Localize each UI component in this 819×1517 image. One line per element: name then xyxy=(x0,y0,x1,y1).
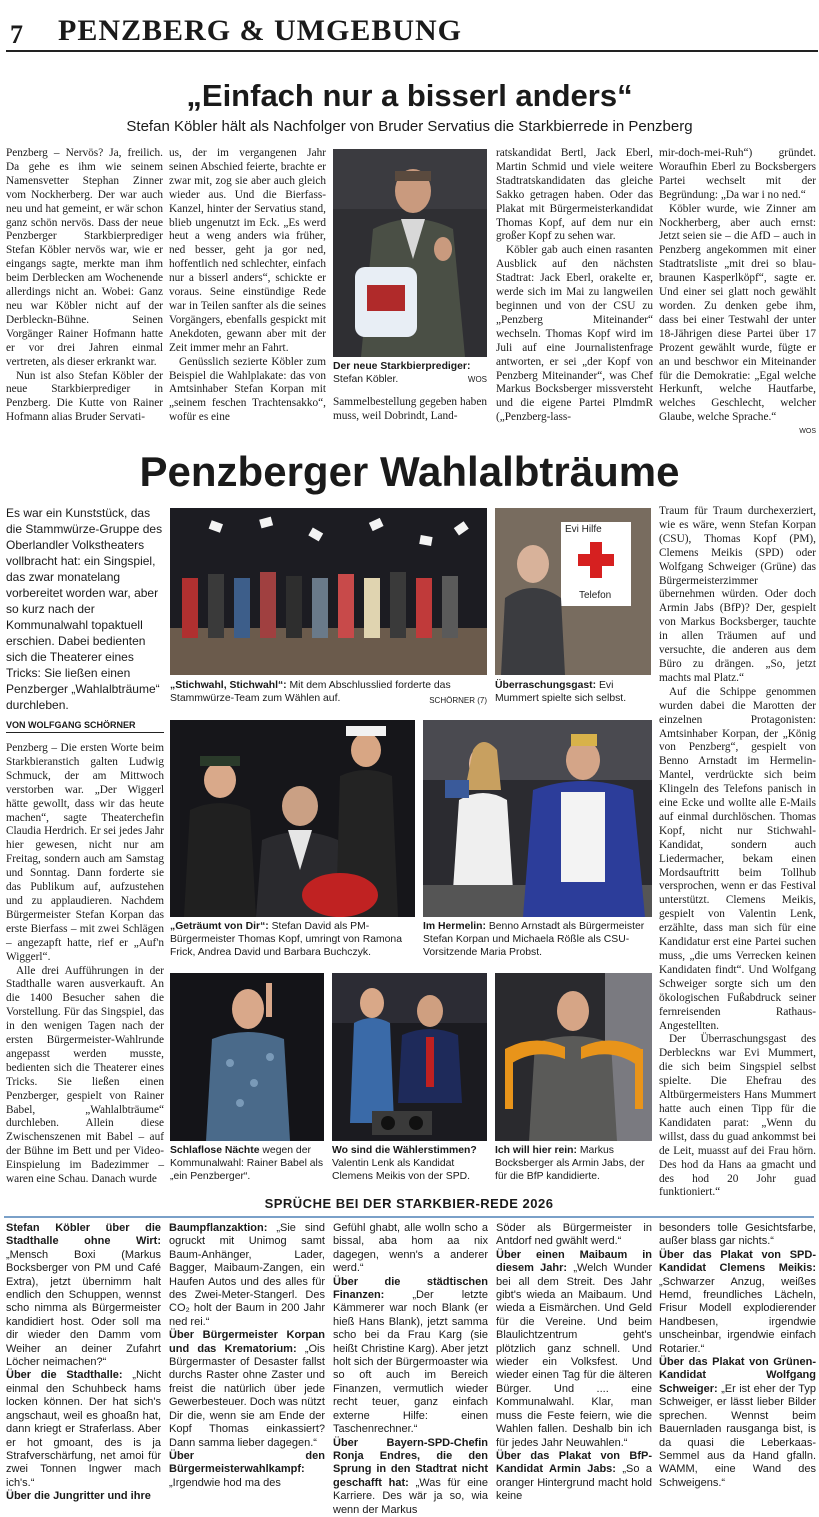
quote-text: „Mensch Boxi (Markus Bocksberger von PM und Café Extra), jetzt übernimm halt endlich den Schuppen, wennst scho nimma als Bürgermeister kandidiert host. Oder soll ma dir wieder den Damm vom Weiher an deiner Zufahrt Löcher neimachen?“ xyxy=(6,1248,161,1369)
paragraph: Penzberg – Die ersten Worte beim Starkbieranstich galten Ludwig Schmuck, der am Mittwoch verstorben war. „Der Wiggerl hätte gewollt, dass wir das heute machen“, sagte Theaterchefin Claudia Herdrich. Er sei jedes Jahr hier gewesen, nicht nur am Freitag, sondern auch am Samstag und Sonntag. Dann forderte sie das Publikum auf, aufzustehen und zu applaudieren. Nachdem Bürgermeister Stefan Korpan das erste Bierfass – mit zwei Schlägen – angezapft hatte, rief er „Auf'n Wiggerl“. xyxy=(6,742,164,963)
paragraph: mir-doch-mei-Ruh“) gründet. Woraufhin Eberl zu Bocksbergers Partei wechselt mit der Begründung: „Da war i no ned.“ xyxy=(659,147,816,201)
paragraph: us, der im vergangenen Jahr seinen Abschied feierte, brachte er zwar mit, zog sie aber auch gleich wieder aus. Und die Bierfass-Kanzel, hinter der Servatius stand, blieb ungenutzt im Eck. „Es werd heut a weng anders wia früher, ned besser, geht ja gor ned, hoffentlich ned schlechter, einfach nur a bisserl anders“, schickte er voraus. Seine einstündige Rede war in Teilen sanfter als die seines Vorgängers, ebenfalls gespickt mit Anekdoten, gewann aber mit der Zeit immer mehr an Fahrt. xyxy=(169,147,326,354)
quote-entry xyxy=(496,1450,652,1504)
sprueche-col3 xyxy=(333,1222,488,1516)
sign-text: Telefon xyxy=(579,590,612,601)
caption-bold: Im Hermelin: xyxy=(423,921,486,932)
quote-topic: Über die städtischen Finanzen: xyxy=(333,1275,488,1302)
photo-credit: WOS xyxy=(467,375,487,384)
article1-col2 xyxy=(169,147,326,437)
sprueche-col1 xyxy=(6,1222,162,1503)
quote-entry xyxy=(6,1222,161,1369)
quote-text: „So a oranger Hintergrund macht hold keine xyxy=(496,1463,653,1503)
quote-entry xyxy=(169,1222,325,1329)
sprueche-col2 xyxy=(169,1222,325,1500)
quote-entry xyxy=(659,1249,816,1356)
quote-entry xyxy=(169,1329,325,1450)
article1-col4 xyxy=(496,147,653,437)
quote-topic: Stefan Köbler über die Stadthalle ohne Wirt: xyxy=(6,1222,161,1248)
quote-topic: Über das Plakat von SPD-Kandidat Clemens Meikis: xyxy=(659,1248,816,1275)
quote-text: besonders tolle Gesichtsfarbe, außer blass gar nichts.“ xyxy=(659,1222,816,1248)
photo-lenk xyxy=(332,973,487,1141)
photo-credit: SCHÖRNER (7) xyxy=(429,696,487,705)
quote-text: „Sie sind ogruckt mit Unimog samt Baum-Anhänger, Lader, Bagger, Maibaum-Zangen, ein Haufen Autos und des alles für des Zwei-Meter-Stangerl. Des CO₂ holt der Baum in 200 Jahr ned rei.“ xyxy=(169,1222,326,1328)
caption-bold: „Geträumt von Dir“: xyxy=(170,921,269,932)
quote-text: „Welch Wunder bei all dem Streit. Des Jahr gibt's wieda an Maibaum. Und wieda a Eismärchen. Und Geld für die Vereine. Und beim Blaulichtzentrum geht's plötzlich ganz schnell. Und wieder ein Volksfest. Und wieder einen Tag für die älteren Bürger. Und .... eine Kommunalwahl. Klar, man muss die Feste feiern, wie die Wahlen fallen. Deshalb bin ich für jedes Jahr Neuwahlen.“ xyxy=(496,1262,652,1449)
quote-entry xyxy=(6,1490,161,1503)
quote-topic: Über Bürgermeister Korpan und das Krematorium: xyxy=(169,1329,325,1355)
article2-col-right xyxy=(659,505,816,1199)
quote-entry xyxy=(333,1437,488,1517)
article1-col3-tail: Sammelbestellung gegeben haben muss, weil Dobrindt, Land- xyxy=(333,396,487,422)
sprueche-title: SPRÜCHE BEI DER STARKBIER-REDE 2026 xyxy=(264,1196,554,1211)
paragraph: Köbler gab auch einen rasanten Ausblick auf den nächsten Stadtrat: Jack Eberl, orakelte er, werde sich im Mai zu langweilen beginnen und von der CSU zu „Penzberg Miteinander“ wechseln. Thomas Kopf wird im Juli auf eine Journalistenfrage antworten, er sei „der Kopf von Penzberg Miteinander“, was Chef Markus Bocksberger missversteht und die eigene Partei PlmdmR („Penzberg-lass- xyxy=(496,244,653,424)
caption-text: Evi Mummert spielte sich selbst. xyxy=(495,680,627,704)
quote-topic: Über das Plakat von BfP-Kandidat Armin Jabs: xyxy=(496,1449,652,1476)
quote-text: „Irgendwie hod ma des xyxy=(169,1476,281,1489)
article2-col1 xyxy=(6,742,164,1185)
quote-text: Söder als Bürgermeister in Antdorf ned gwählt werd.“ xyxy=(496,1222,652,1248)
paragraph: Köbler wurde, wie Zinner am Nockherberg, aber auch ernst: Jetzt seien sie – die AfD – auch in Penzberg angekommen mit einer Stadtratsliste „mit drei so blau-braunen Kasperlköpf“, sagte er. Und einer sei glatt noch gewählt worden. Zu denken gebe ihm, dass bei einer Testwahl der unter 18-Jährigen diese Partei über 17 Prozent gewählt wurde, fügte er an und beschwor ein Miteinander für die Demokratie: „Egal welche Herkunft, welche Hautfarbe, welches Geschlecht, welcher Glaube, welche Sprache.“ xyxy=(659,202,816,424)
caption-bold: Der neue Starkbierprediger: xyxy=(333,361,471,372)
article2-lead: Es war ein Kunststück, das die Stammwürze-Gruppe des Oberlandler Volkstheaters vollbracht hat: ein Singspiel, das zwar monatelang vorbereitet worden war, aber so kurz nach der Kommunalwahl topaktuell erschien. Dabei bedienten sich die Theaterer eines Tricks: Sie ließen einen Penzberger „Wahlalbträume“ durchleben. xyxy=(6,506,163,712)
caption-text: Stefan Köbler. xyxy=(333,374,399,385)
caption-text: Stefan David als PM-Bürgermeister Thomas Kopf, umringt von Ramona Frick, Andrea David und Barbara Buchczyk. xyxy=(170,921,402,958)
photo-bocksberger xyxy=(495,973,652,1141)
sprueche-col4 xyxy=(496,1222,653,1503)
caption-text: wegen der Kommunalwahl: Rainer Babel als „ein Penzberger“. xyxy=(170,1145,324,1182)
sprueche-col5 xyxy=(659,1222,816,1500)
photo-hermelin xyxy=(423,720,652,917)
paragraph: Alle drei Aufführungen in der Stadthalle waren ausverkauft. An die 1400 Besucher sahen die Vorstellung. Für das Singspiel, das in den wenigen Tagen nach der ersten Bürgermeister-Wahlrunde angepasst werden musste, bedienten sich die Theaterer eines Tricks. Sie ließen einen Penzberger, gespielt von Rainer Babel, „Wahlalbträume“ durchleben. Allein diese Zwischenszenen mit Babel – auf der Bühne im Bett und per Video-Einspielung im Badezimmer – waren eine Schau. Danach wurde xyxy=(6,964,164,1186)
paragraph: Genüsslich sezierte Köbler zum Beispiel die Wahlplakate: das von Amtsinhaber Stefan Korpan mit „seinem feschen Trachtensakko“, wofür es eine xyxy=(169,355,326,424)
quote-text: „Nicht einmal den Schuhbeck hams locken können. Der hat sich's angschaut, weil es ghoaßn hat, dann kriegt er Straferlass. Aber er hot gmoant, des is ja Strafverschärfung, net amoi für zwei Tonnen Ingwer mach ich's.“ xyxy=(6,1369,162,1489)
caption-bold: Überraschungsgast: xyxy=(495,680,597,691)
photo-koebler-caption xyxy=(333,360,487,390)
caption-text: Markus Bocksberger als Armin Jabs, der für die BfP kandidierte. xyxy=(495,1145,645,1182)
caption-bold: Schlaflose Nächte xyxy=(170,1145,260,1156)
article2-headline: Penzberger Wahlalbträume xyxy=(139,448,680,495)
quote-entry xyxy=(659,1222,816,1249)
photo-lenk-caption xyxy=(332,1144,487,1186)
photo-koebler xyxy=(333,149,487,357)
photo-getraeumt xyxy=(170,720,415,917)
quote-topic: Über Bayern-SPD-Chefin Ronja Endres, die den Sprung in den Stadtrat nicht geschafft hat: xyxy=(333,1436,488,1489)
photo-stage-caption xyxy=(170,679,487,707)
quote-text: „Er ist eher der Typ Schweiger, er lässt lieber Bilder sprechen. Wennst beim Bauernladen rausganga bist, is da quasi die Leberkaas-Semmel aus da Hand gfalln. WAMM, eine Wand des Schweigens.“ xyxy=(659,1382,816,1489)
quote-entry xyxy=(169,1450,325,1490)
paragraph: Der Überraschungsgast des Derbleckns war Evi Mummert, die sich beim Singspiel selbst spielte. Die Ehefrau des Altbürgermeisters Hans Mummert hatte auch einen Tipp für die Kandidaten parat: „Wenn du willst, dass du guad ankommst bei de Leit, muasst auf dei Frau hörn. Des hod da Hans aa gmacht und des hod 20 Johr guad funktioniert.“ xyxy=(659,1033,816,1199)
photo-stage-finale xyxy=(170,508,487,675)
header-rule xyxy=(6,50,818,52)
photo-evi-mummert xyxy=(495,508,651,675)
page-number: 7 xyxy=(10,20,23,49)
quote-entry xyxy=(496,1222,652,1249)
photo-getraeumt-caption xyxy=(170,920,415,960)
sprueche-rule xyxy=(4,1216,814,1218)
quote-text: „Schwarzer Anzug, weißes Hemd, freundliches Lächeln, Frisur Modell explodierender Handbesen, irgendwie unscheinbar, irgendwie einfach Rotarier.“ xyxy=(659,1275,816,1355)
quote-topic: Über die Stadthalle: xyxy=(6,1369,123,1382)
quote-topic: Über einen Maibaum in diesem Jahr: xyxy=(496,1248,652,1275)
photo-hermelin-caption xyxy=(423,920,652,960)
quote-entry xyxy=(6,1369,161,1490)
quote-entry xyxy=(659,1356,816,1490)
caption-bold: Ich will hier rein: xyxy=(495,1145,577,1156)
quote-text: „Ois Bürgermaster of Desaster fallst durchs Raster ohne Zaster und freist die natürlich über jede Gewerbesteuer. Doch was nützt Dir die, wenn sie am Ende der Kopf Thomas einkassiert? Dann samma lieber dagegen.“ xyxy=(169,1342,325,1449)
quote-topic: Über den Bürgermeisterwahlkampf: xyxy=(169,1449,325,1476)
sign-text: Evi Hilfe xyxy=(565,524,602,535)
caption-text: Valentin Lenk als Kandidat Clemens Meikis von der SPD. xyxy=(332,1158,471,1182)
caption-bold: Wo sind die Wählerstimmen? xyxy=(332,1145,477,1156)
photo-babel xyxy=(170,973,324,1141)
article1-subheadline: Stefan Köbler hält als Nachfolger von Bruder Servatius die Starkbierrede in Penzberg xyxy=(126,118,693,135)
quote-text: „Der letzte Kämmerer war noch Blank (er hieß Hans Blank), jetzt samma scho bei da Frau Karg (sie heißt Christine Karg). Aber jetzt holt sich der Bürgermoaster wia so oft auch im Bereich Finanzen, vermutlich wieder recht teuer, ganz einfach externe Hilfe: einen Taschenrechner.“ xyxy=(333,1289,488,1436)
quote-topic: Baumpflanzaktion: xyxy=(169,1222,268,1234)
paragraph: Nun ist also Stefan Köbler der neue Starkbierprediger in Penzberg. Die Kutte von Rainer Hofmann alias Bruder Servati- xyxy=(6,369,163,424)
caption-bold: „Stichwahl, Stichwahl“: xyxy=(170,680,287,691)
quote-text: Gefühl ghabt, alle wolln scho a bissal, aba hom aa nix dagegen, wenn's a anderer werd.“ xyxy=(333,1222,488,1275)
section-title: PENZBERG & UMGEBUNG xyxy=(58,14,463,47)
article1-col5 xyxy=(659,147,816,437)
quote-entry xyxy=(496,1249,652,1450)
quote-entry xyxy=(333,1222,488,1276)
caption-text: Mit dem Abschlusslied forderte das Stammwürze-Team zum Wählen auf. xyxy=(170,680,451,704)
quote-topic: Über das Plakat von Grünen-Kandidat Wolfgang Schweiger: xyxy=(659,1356,816,1395)
quote-entry xyxy=(333,1276,488,1437)
paragraph: ratskandidat Bertl, Jack Eberl, Martin Schmid und viele weitere Stadtratskandidaten das gleiche Sakko getragen haben. Oder das Plakat mit Bürgermeisterkandidat Thomas Kopf, auf dem nur ein großer Kopf zu sehen war. xyxy=(496,147,653,243)
article2-byline: VON WOLFGANG SCHÖRNER xyxy=(6,720,164,733)
paragraph: Penzberg – Nervös? Ja, freilich. Da gehe es ihm wie seinem Namensvetter Stephan Zinner vom Nockherberg. Der war auch neu und hat gemeint, er wär schon ganz schön nervös. Dass der neue Penzberger Starkbierprediger Stefan Köbler nervös war, wie er eingangs sagte, merkte man ihm beim Derblecken am Wochenende allerdings nicht an. Wobei: Ganz neu war Köbler nicht auf der Derbleckn-Bühne. Seinen Vorgänger Rainer Hofmann hatte er vor drei Jahren einmal vertreten, als dieser erkrankt war. xyxy=(6,147,163,368)
quote-text: „Was für eine Karriere. Des wär ja so, wia wenn der Markus xyxy=(333,1476,488,1516)
photo-evi-caption xyxy=(495,679,651,707)
photo-credit: WOS xyxy=(799,428,816,436)
article1-col1 xyxy=(6,147,163,437)
paragraph: Auf die Schippe genommen wurden dabei die Marotten der einzelnen Protagonisten: Amtsinhaber Korpan, der „König von Penzberg“, gespielt von Benno Arnstadt im Hermelin-Mantel, verdrückte sich beim Klingeln des Telefons panisch in eine Ecke und wollte alle E-Mails auf einmal durchlöschen. Thomas Kopf, nicht nur Stichwahl-Kandidat, sondern auch Liedermacher, bekam einen Mordsauftritt beim Tollhub versprochen, wenn er das Festival unterstützt. Clemens Meikis, gespielt von Valentin Lenk, erzählte, dass man sich für eine Kandidatur erst eine Partei suchen muss, „die ums Verrecken keinen Kandidaten findt“. Und Wolfgang Schweiger sorgte sich um den ökologischen Fußabdruck seiner fernreisenden Rathaus-Angestellten. xyxy=(659,685,816,1032)
article1-headline: „Einfach nur a bisserl anders“ xyxy=(186,78,633,113)
photo-bocksberger-caption xyxy=(495,1144,652,1186)
caption-text: Benno Arnstadt als Bürgermeister Stefan Korpan und Michaela Rößle als CSU-Vorsitzende Maria Probst. xyxy=(423,921,645,958)
paragraph: Traum für Traum durchexerziert, wie es wäre, wenn Stefan Korpan (CSU), Thomas Kopf (PM), Clemens Meikis (SPD) oder Wolfgang Schweiger (Grüne) das Bürgermeisterzimmer übernehmen würden. Oder doch Armin Jabs (BfP)? Der, gespielt von Markus Bocksberger, tauchte in allen Träumen auf und versuchte, die anderen aus dem Büro zu drängen. „So, jetzt machts mal Platz.“ xyxy=(659,505,816,684)
photo-babel-caption xyxy=(170,1144,324,1186)
quote-topic: Über die Jungritter und ihre xyxy=(6,1490,151,1503)
